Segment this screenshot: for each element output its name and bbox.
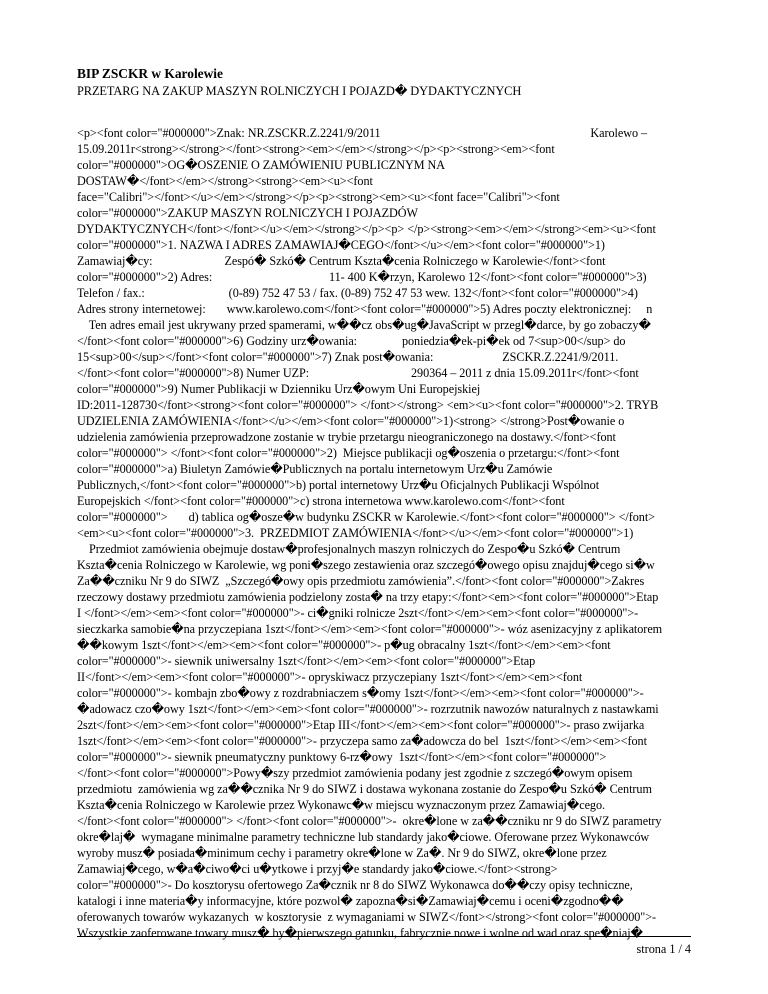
document-header bbox=[77, 66, 691, 99]
body-text-line: Adres strony internetowej: www.karolewo.com</font><font color="#000000">5) Adres poczty elektronicznej: n bbox=[77, 302, 653, 316]
body-text-line: katalogi i inne materia�y informacyjne, które pozwol� zapozna�si�Zamawiaj�cemu i oceni�zgodno�� bbox=[77, 894, 624, 908]
body-text-line: ��kowym 1szt</font></em><em><font color="#000000">- p�ug obracalny 1szt</font></em><em><font bbox=[77, 638, 611, 652]
body-text-line: 2szt</font></em><em><font color="#000000">Etap III</font></em><em><font color="#000000">- praso zwijarka bbox=[77, 718, 645, 732]
body-text-line: <p><font color="#000000">Znak: NR.ZSCKR.Z.2241/9/2011 Karolewo – bbox=[77, 126, 648, 140]
body-text-line: Publicznych,</font><font color="#000000">b) portal internetowy Urz�u Oficjalnych Publikacji Wspólnot bbox=[77, 478, 600, 492]
body-text-line: </font><font color="#000000"> </font><font color="#000000">- okre�lone w za��czniku nr 9 do SIWZ parametry bbox=[77, 814, 662, 828]
body-text-line: udzielenia zamówienia przeprowadzone zostanie w trybie przetargu nieograniczonego na dostawy.</font><font bbox=[77, 430, 616, 444]
page-number: strona 1 / 4 bbox=[636, 942, 691, 956]
body-text-line: color="#000000">OG�OSZENIE O ZAMÓWIENIU PUBLICZNYM NA bbox=[77, 158, 445, 172]
body-text-line: <em><u><font color="#000000">3. PRZEDMIOT ZAMÓWIENIA</font></u></em><font color="#000000">1) bbox=[77, 526, 634, 540]
body-text-line: wyroby musz� posiada�minimum cechy i parametry okre�lone w Za�. Nr 9 do SIWZ, okre�lone przez bbox=[77, 846, 607, 860]
document-subtitle: PRZETARG NA ZAKUP MASZYN ROLNICZYCH I POJAZD� DYDAKTYCZNYCH bbox=[77, 84, 522, 98]
body-text-line: color="#000000">- Do kosztorysu ofertowego Za�cznik nr 8 do SIWZ Wykonawca do��czy opisy techniczne, bbox=[77, 878, 633, 892]
body-text-line: �adowacz czo�owy 1szt</font></em><em><font color="#000000">- rozrzutnik nawozów naturalnych z nastawkami bbox=[77, 702, 659, 716]
site-title: BIP ZSCKR w Karolewie bbox=[77, 66, 223, 81]
body-text-line: color="#000000"> </font><font color="#000000">2) Miejsce publikacji og�oszenia o przetargu:</font><font bbox=[77, 446, 620, 460]
body-text-line: color="#000000">- siewnik uniwersalny 1szt</font></em><em><font color="#000000">Etap bbox=[77, 654, 536, 668]
body-text-line: II</font></em><em><font color="#000000">- opryskiwacz przyczepiany 1szt</font></em><em><font bbox=[77, 670, 583, 684]
body-text-line: color="#000000">1. NAZWA I ADRES ZAMAWIAJ�CEGO</font></u></em><font color="#000000">1) bbox=[77, 238, 605, 252]
body-text-line: color="#000000"> d) tablica og�osze�w budynku ZSCKR w Karolewie.</font><font color="#000000"> </font> bbox=[77, 510, 655, 524]
body-text-line: oferowanych towarów wykazanych w kosztorysie z wymaganiami w SIWZ</font></strong><font color="#000000">- bbox=[77, 910, 657, 924]
body-text-line: color="#000000">- kombajn zbo�owy z rozdrabniaczem s�omy 1szt</font></em><em><font color="#000000">- bbox=[77, 686, 644, 700]
body-text-line: Ten adres email jest ukrywany przed spamerami, w��cz obs�ug�JavaScript w przegl�darce, by go zobaczy� bbox=[77, 318, 651, 332]
body-text-line: DYDAKTYCZNYCH</font></font></u></em></strong></p><p> </p><strong><em></em></strong><em><u><font bbox=[77, 222, 656, 236]
body-text-line: </font><font color="#000000">6) Godziny urz�owania: poniedzia�ek-pi�ek od 7<sup>00</sup> do bbox=[77, 334, 626, 348]
body-text-line: </font><font color="#000000">8) Numer UZP: 290364 – 2011 z dnia 15.09.2011r</font><font bbox=[77, 366, 639, 380]
body-text-line: UDZIELENIA ZAMÓWIENIA</font></u></em><font color="#000000">1)<strong> </strong>Post�owanie o bbox=[77, 414, 625, 428]
body-text-line: face="Calibri"></font></u></em></strong></p><p><strong><em><u><font face="Calibri"><font bbox=[77, 190, 560, 204]
body-text-line: Telefon / fax.: (0-89) 752 47 53 / fax. (0-89) 752 47 53 wew. 132</font><font color="#000000">4) bbox=[77, 286, 638, 300]
body-text-line: okre�laj� wymagane minimalne parametry techniczne lub standardy jako�ciowe. Oferowane przez Wykonawców bbox=[77, 830, 650, 844]
body-text-line: 15.09.2011r<strong></strong></font><strong><em></em></strong></p><p><strong><em><font bbox=[77, 142, 555, 156]
body-text-line: ID:2011-128730</font><strong><font color="#000000"> </font></strong> <em><u><font color="#000000">2. TRYB bbox=[77, 398, 659, 412]
body-text-line: color="#000000">2) Adres: 11- 400 K�rzyn, Karolewo 12</font><font color="#000000">3) bbox=[77, 270, 647, 284]
body-text-line: color="#000000">a) Biuletyn Zamówie�Publicznych na portalu internetowym Urz�u Zamówie bbox=[77, 462, 553, 476]
document-body bbox=[77, 125, 691, 941]
body-text-line: I </font></em><em><font color="#000000">- ci�gniki rolnicze 2szt</font></em><em><font color="#000000">- bbox=[77, 606, 639, 620]
body-text-line: 1szt</font></em><em><font color="#000000">- przyczepa samo za�adowcza do bel 1szt</font></em><em><font bbox=[77, 734, 647, 748]
body-text-line: </font><font color="#000000">Powy�szy przedmiot zamówienia podany jest zgodnie z szczegó�owym opisem bbox=[77, 766, 633, 780]
footer-divider bbox=[77, 936, 691, 937]
body-text-line: Kszta�cenia Rolniczego w Karolewie przez Wykonawc�w miejscu wyznaczonym przez Zamawiaj�cego. bbox=[77, 798, 606, 812]
body-text-line: przedmiotu zamówienia wg za��cznika Nr 9 do SIWZ i dostawa wykonana zostanie do Zespo�u Szkó� Centrum bbox=[77, 782, 652, 796]
body-text-line: sieczkarka samobie�na przyczepiana 1szt</font></em><em><font color="#000000">- wóz asenizacyjny z aplikatorem bbox=[77, 622, 663, 636]
body-text-line: rzeczowy dostawy przedmiotu zamówienia podzielony zosta� na trzy etapy:</font><em><font color="#000000">Etap bbox=[77, 590, 659, 604]
body-text-line: Za��czniku Nr 9 do SIWZ „Szczegó�owy opis przedmiotu zamówienia”.</font><font color="#000000">Zakres bbox=[77, 574, 645, 588]
body-text-line: Zamawiaj�cy: Zespó� Szkó� Centrum Kszta�cenia Rolniczego w Karolewie</font><font bbox=[77, 254, 606, 268]
body-text-line: Zamawiaj�cego, w�a�ciwo�ci u�ytkowe i przyj�e standardy jako�ciowe.</font><strong> bbox=[77, 862, 558, 876]
body-text-line: DOSTAW�</font></em></strong><strong><em><u><font bbox=[77, 174, 373, 188]
body-text-line: color="#000000">ZAKUP MASZYN ROLNICZYCH I POJAZDÓW bbox=[77, 206, 418, 220]
body-text-line: Kszta�cenia Rolniczego w Karolewie, wg poni�szego zestawienia oraz szczegó�owego opisu znajduj�cego si�w bbox=[77, 558, 655, 572]
body-text-line: Przedmiot zamówienia obejmuje dostaw�profesjonalnych maszyn rolniczych do Zespo�u Szkó� Centrum bbox=[77, 542, 621, 556]
body-text-line: color="#000000">- siewnik pneumatyczny punktowy 6-rz�owy 1szt</font></em><font color="#000000"> bbox=[77, 750, 607, 764]
body-text-line: Europejskich </font><font color="#000000">c) strona internetowa www.karolewo.com</font><font bbox=[77, 494, 565, 508]
body-text-line: 15<sup>00</sup></font><font color="#000000">7) Znak post�owania: ZSCKR.Z.2241/9/2011. bbox=[77, 350, 619, 364]
body-text-line: Wszystkie zaoferowane towary musz� by�pierwszego gatunku, fabrycznie nowe i wolne od wad oraz spe�niaj� bbox=[77, 926, 644, 940]
body-text-line: color="#000000">9) Numer Publikacji w Dzienniku Urz�owym Uni Europejskiej bbox=[77, 382, 481, 396]
